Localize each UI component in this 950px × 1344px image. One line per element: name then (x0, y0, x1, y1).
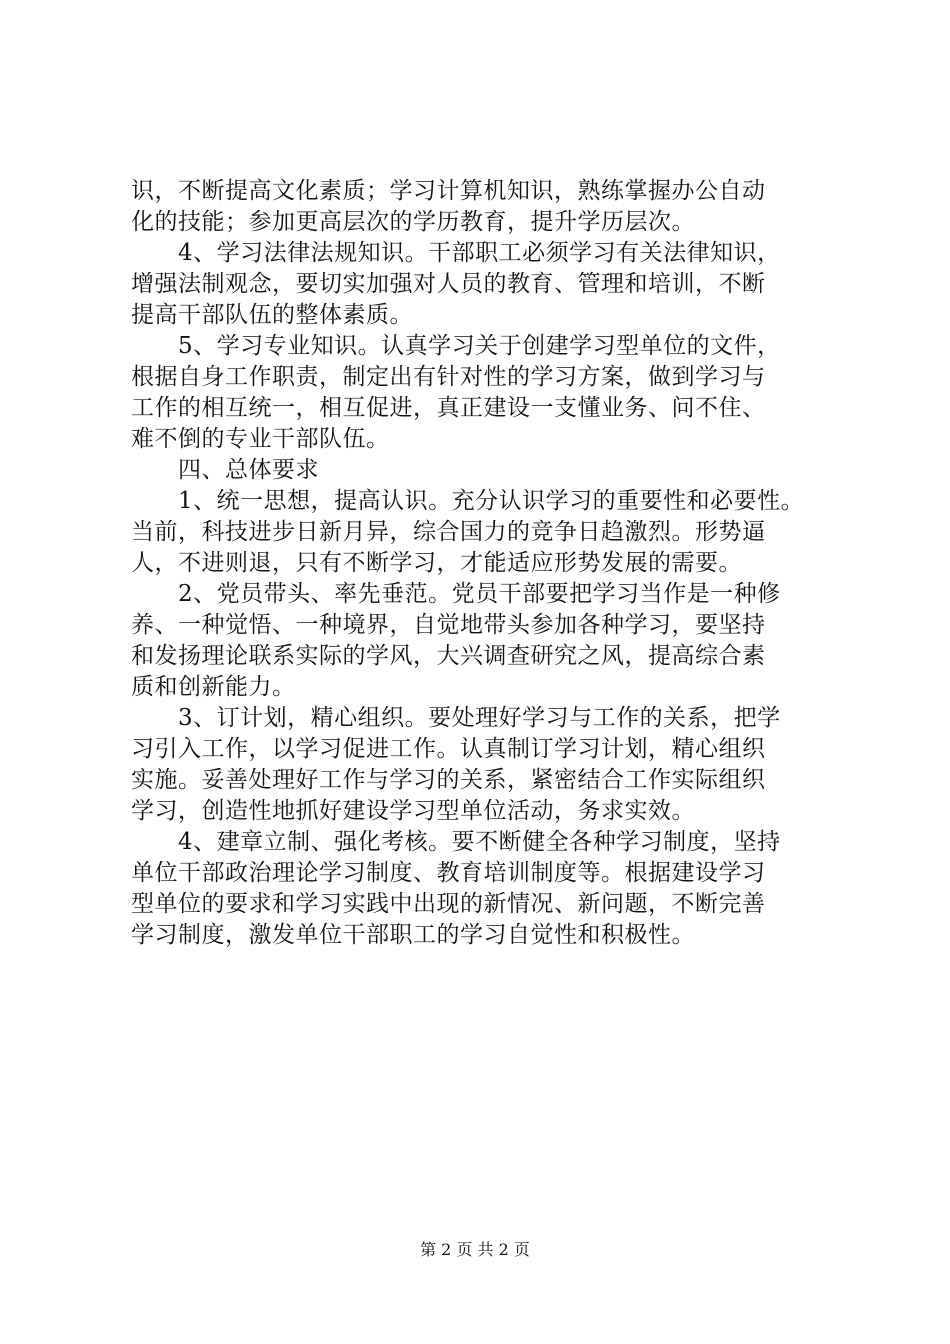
text-line: 学习制度，激发单位干部职工的学习自觉性和积极性。 (131, 922, 695, 948)
text-line: 质和创新能力。 (131, 674, 296, 700)
text-line: 1、统一思想，提高认识。充分认识学习的重要性和必要性。 (178, 488, 805, 514)
text-line: 养、一种觉悟、一种境界，自觉地带头参加各种学习，要坚持 (131, 612, 766, 638)
text-line: 难不倒的专业干部队伍。 (131, 426, 390, 452)
text-line: 单位干部政治理论学习制度、教育培训制度等。根据建设学习 (131, 860, 766, 886)
text-line: 4、学习法律法规知识。干部职工必须学习有关法律知识， (178, 240, 781, 266)
section-heading: 四、总体要求 (178, 457, 319, 483)
text-line: 型单位的要求和学习实践中出现的新情况、新问题，不断完善 (131, 891, 766, 917)
text-line: 提高干部队伍的整体素质。 (131, 302, 413, 328)
page-footer: 第 2 页 共 2 页 (420, 1240, 530, 1259)
text-line: 实施。妥善处理好工作与学习的关系，紧密结合工作实际组织 (131, 767, 766, 793)
text-line: 工作的相互统一，相互促进，真正建设一支懂业务、问不住、 (131, 395, 766, 421)
text-line: 和发扬理论联系实际的学风，大兴调查研究之风，提高综合素 (131, 643, 766, 669)
text-line: 2、党员带头、率先垂范。党员干部要把学习当作是一种修 (178, 581, 781, 607)
text-line: 增强法制观念，要切实加强对人员的教育、管理和培训，不断 (131, 271, 766, 297)
text-line: 当前，科技进步日新月异，综合国力的竞争日趋激烈。形势逼 (131, 519, 766, 545)
text-line: 5、学习专业知识。认真学习关于创建学习型单位的文件， (178, 333, 781, 359)
text-line: 根据自身工作职责，制定出有针对性的学习方案，做到学习与 (131, 364, 766, 390)
text-line: 识，不断提高文化素质；学习计算机知识，熟练掌握办公自动 (131, 178, 766, 204)
document-body (131, 176, 831, 951)
text-line: 化的技能；参加更高层次的学历教育，提升学历层次。 (131, 209, 695, 235)
text-line: 习引入工作，以学习促进工作。认真制订学习计划，精心组织 (131, 736, 766, 762)
text-line: 3、订计划，精心组织。要处理好学习与工作的关系，把学 (178, 705, 781, 731)
text-line: 4、建章立制、强化考核。要不断健全各种学习制度，坚持 (178, 829, 781, 855)
text-line: 学习，创造性地抓好建设学习型单位活动，务求实效。 (131, 798, 695, 824)
text-line: 人，不进则退，只有不断学习，才能适应形势发展的需要。 (131, 550, 742, 576)
